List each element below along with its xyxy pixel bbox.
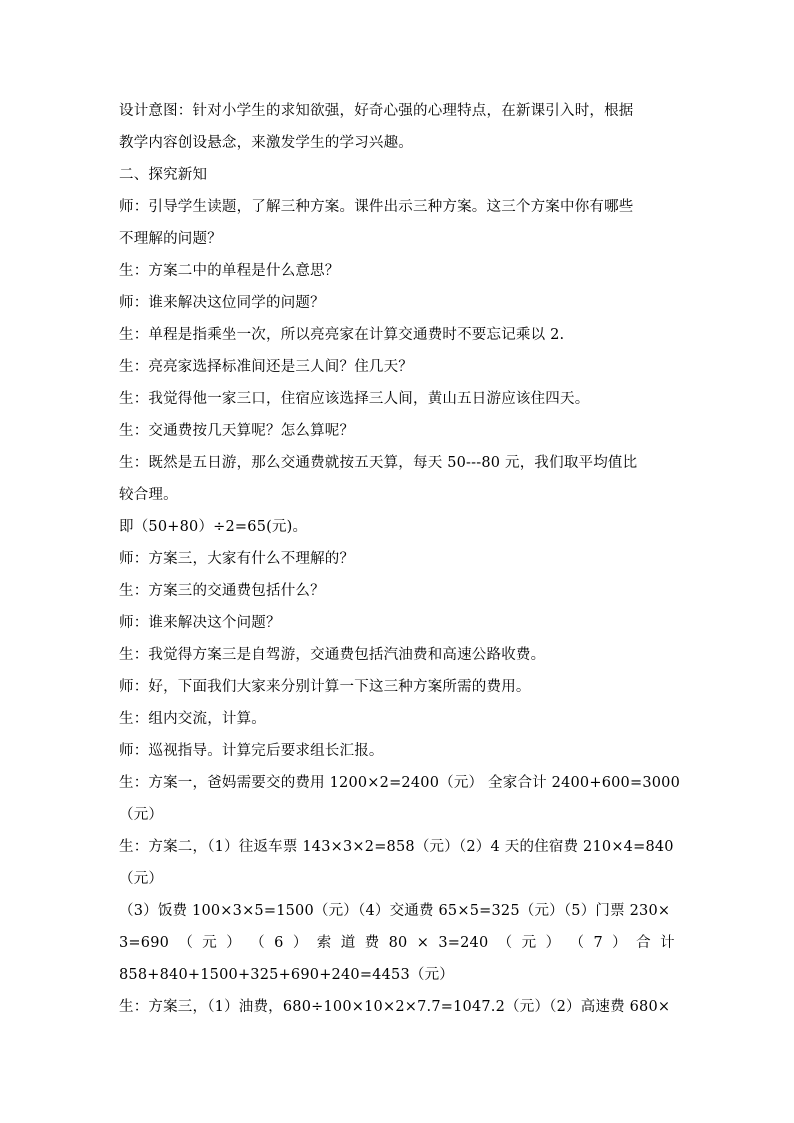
paragraph-line: 生：我觉得方案三是自驾游，交通费包括汽油费和高速公路收费。 — [119, 647, 546, 663]
paragraph-line: 师：巡视指导。计算完后要求组长汇报。 — [119, 743, 384, 759]
text-fragment: （ — [569, 935, 585, 951]
paragraph-line: （3）饭费 100×3×5=1500（元）（4）交通费 65×5=325（元）（5）门票 230× — [119, 903, 671, 919]
paragraph-line: 生：方案二，（1）往返车票 143×3×2=858（元）（2）4 天的住宿费 210×4=840 — [119, 839, 674, 855]
paragraph-line: 858+840+1500+325+690+240=4453（元） — [119, 967, 454, 983]
paragraph-line: （元） — [119, 871, 164, 887]
text-fragment: （ — [178, 935, 194, 951]
paragraph-line: 生：方案三，（1）油费，680÷100×10×2×7.7=1047.2（元）（2）高速费 680× — [119, 999, 671, 1015]
text-fragment: 3=240 — [438, 935, 489, 951]
paragraph-line: 生：单程是指乘坐一次，所以亮亮家在计算交通费时不要忘记乘以 2. — [119, 327, 565, 343]
paragraph-line: 设计意图：针对小学生的求知欲强，好奇心强的心理特点，在新课引入时，根据 — [119, 103, 634, 119]
text-fragment: ） — [292, 935, 308, 951]
text-fragment: × — [416, 935, 430, 951]
text-fragment: 费 — [364, 935, 380, 951]
paragraph-line: 不理解的问题？ — [119, 231, 222, 247]
paragraph-line: 生：既然是五日游，那么交通费就按五天算，每天 50---80 元，我们取平均值比 — [119, 455, 638, 471]
paragraph-line: 较合理。 — [119, 487, 178, 503]
text-fragment: 索 — [316, 935, 332, 951]
text-fragment: 80 — [388, 935, 408, 951]
paragraph-line: 生：方案三的交通费包括什么？ — [119, 583, 325, 599]
document-body — [119, 95, 681, 1023]
text-fragment: ） — [612, 935, 627, 951]
text-fragment: ） — [226, 935, 241, 951]
paragraph-line: 师：谁来解决这位同学的问题？ — [119, 295, 325, 311]
justified-paragraph-line — [119, 927, 675, 959]
paragraph-line: 师：方案三，大家有什么不理解的？ — [119, 551, 355, 567]
text-fragment: ） — [545, 935, 561, 951]
text-fragment: （ — [250, 935, 265, 951]
paragraph-line: （元） — [119, 807, 164, 823]
text-fragment: 3=690 — [119, 935, 170, 951]
text-fragment: 计 — [660, 935, 675, 951]
paragraph-line: 即（50+80）÷2=65(元)。 — [119, 519, 308, 535]
text-fragment: 7 — [593, 935, 603, 951]
section-heading: 二、探究新知 — [119, 167, 208, 183]
paragraph-line: 生：我觉得他一家三口，住宿应该选择三人间，黄山五日游应该住四天。 — [119, 391, 590, 407]
paragraph-line: 教学内容创设悬念，来激发学生的学习兴趣。 — [119, 135, 413, 151]
text-fragment: 6 — [274, 935, 284, 951]
paragraph-line: 生：亮亮家选择标准间还是三人间？住几天？ — [119, 359, 413, 375]
paragraph-line: 生：交通费按几天算呢？怎么算呢？ — [119, 423, 355, 439]
text-fragment: 元 — [521, 935, 537, 951]
paragraph-line: 师：谁来解决这个问题？ — [119, 615, 281, 631]
paragraph-line: 生：方案一，爸妈需要交的费用 1200×2=2400（元） 全家合计 2400+600=3000 — [119, 775, 681, 791]
paragraph-line: 生：组内交流，计算。 — [119, 711, 266, 727]
paragraph-line: 师：引导学生读题，了解三种方案。课件出示三种方案。这三个方案中你有哪些 — [119, 199, 634, 215]
paragraph-line: 生：方案二中的单程是什么意思？ — [119, 263, 340, 279]
text-fragment: 元 — [202, 935, 217, 951]
text-fragment: 合 — [636, 935, 651, 951]
text-fragment: 道 — [340, 935, 356, 951]
text-fragment: （ — [497, 935, 513, 951]
paragraph-line: 师：好，下面我们大家来分别计算一下这三种方案所需的费用。 — [119, 679, 531, 695]
